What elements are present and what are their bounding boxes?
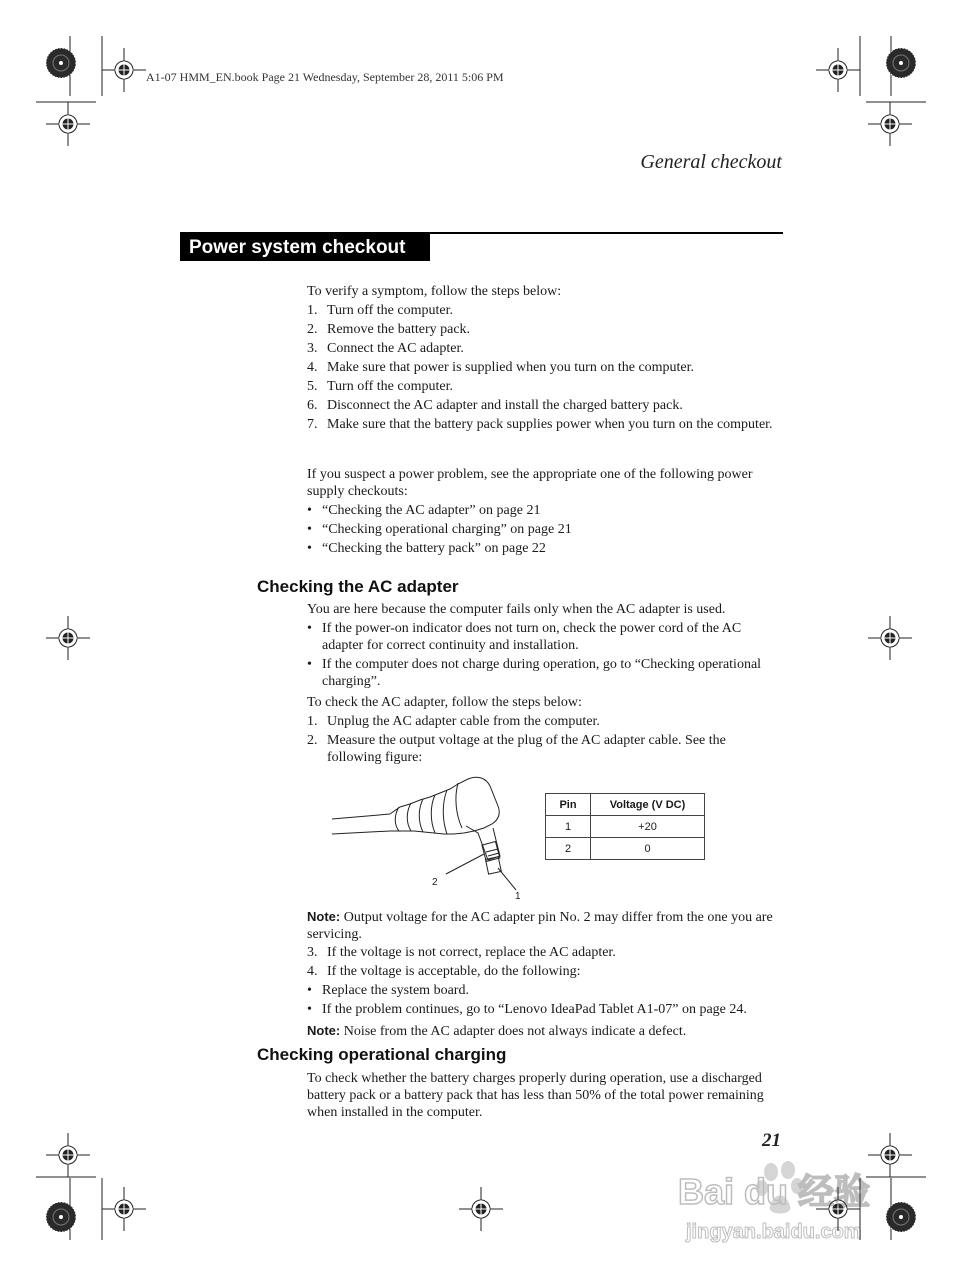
table-row (546, 838, 705, 860)
checkout-link-ac-adapter[interactable]: • “Checking the AC adapter” on page 21 (307, 503, 541, 518)
file-header: A1-07 HMM_EN.book Page 21 Wednesday, September 28, 2011 5:06 PM (146, 70, 504, 84)
ac-adapter-bullet-2: • If the computer does not charge during operation, go to “Checking operational charging”. (307, 657, 762, 689)
checkout-link-operational-charging[interactable]: • “Checking operational charging” on page 21 (307, 522, 572, 537)
step-4: 4. Make sure that power is supplied when you turn on the computer. (307, 360, 695, 375)
cell-voltage: +20 (591, 816, 705, 838)
step-5: 5. Turn off the computer. (307, 379, 453, 394)
pin-voltage-table (545, 793, 705, 860)
ac-step-4: 4. If the voltage is acceptable, do the following: (307, 964, 581, 979)
note-noise: Note: Noise from the AC adapter does not always indicate a defect. (307, 1023, 687, 1039)
page-number: 21 (762, 1130, 781, 1151)
baidu-watermark (672, 1158, 922, 1250)
step-1: 1. Turn off the computer. (307, 303, 453, 318)
step-2: 2. Remove the battery pack. (307, 322, 471, 337)
ac-step-4-bullet-2: • If the problem continues, go to “Lenovo IdeaPad Tablet A1-07” on page 24. (307, 1002, 747, 1017)
checkout-link-battery-pack[interactable]: • “Checking the battery pack” on page 22 (307, 541, 546, 556)
charging-text: To check whether the battery charges properly during operation, use a discharged battery pack or a battery pack that has less than 50% of the total power remaining when installed in the computer. (307, 1071, 764, 1120)
cell-voltage: 0 (591, 838, 705, 860)
watermark-url: jingyan.baidu.com (686, 1221, 862, 1243)
section-title: Power system checkout (180, 234, 430, 261)
ac-adapter-intro: You are here because the computer fails only when the AC adapter is used. (307, 602, 726, 617)
note-label: Note: (307, 1023, 341, 1038)
running-head: General checkout (640, 151, 782, 173)
ac-step-4-bullet-1: • Replace the system board. (307, 983, 469, 998)
note-output-voltage: Note: Output voltage for the AC adapter pin No. 2 may differ from the one you are servicing. (307, 909, 773, 942)
cell-pin: 2 (546, 838, 591, 860)
ac-plug-figure (328, 770, 528, 906)
plug-label-1: 1 (515, 891, 521, 902)
plug-label-2: 2 (432, 877, 438, 888)
power-problem-text: If you suspect a power problem, see the appropriate one of the following power supply checkouts: (307, 467, 753, 499)
col-header-voltage: Voltage (V DC) (591, 794, 705, 816)
step-6: 6. Disconnect the AC adapter and install the charged battery pack. (307, 398, 683, 413)
ac-adapter-bullet-1: • If the power-on indicator does not turn on, check the power cord of the AC adapter for correct continuity and installation. (307, 621, 742, 653)
table-row (546, 816, 705, 838)
step-3: 3. Connect the AC adapter. (307, 341, 464, 356)
cell-pin: 1 (546, 816, 591, 838)
table-header-row (546, 794, 705, 816)
watermark-brand: Bai du 经验 (678, 1171, 871, 1212)
ac-step-1: 1. Unplug the AC adapter cable from the computer. (307, 714, 600, 729)
intro-text: To verify a symptom, follow the steps below: (307, 284, 562, 299)
ac-step-2: 2. Measure the output voltage at the plug of the AC adapter cable. See the following figure: (307, 733, 726, 765)
ac-adapter-steps-intro: To check the AC adapter, follow the steps below: (307, 695, 582, 710)
ac-adapter-heading: Checking the AC adapter (257, 577, 459, 596)
charging-heading: Checking operational charging (257, 1045, 507, 1064)
step-7: 7. Make sure that the battery pack supplies power when you turn on the computer. (307, 417, 773, 432)
note-label: Note: (307, 909, 341, 924)
col-header-pin: Pin (546, 794, 591, 816)
ac-step-3: 3. If the voltage is not correct, replace the AC adapter. (307, 945, 616, 960)
